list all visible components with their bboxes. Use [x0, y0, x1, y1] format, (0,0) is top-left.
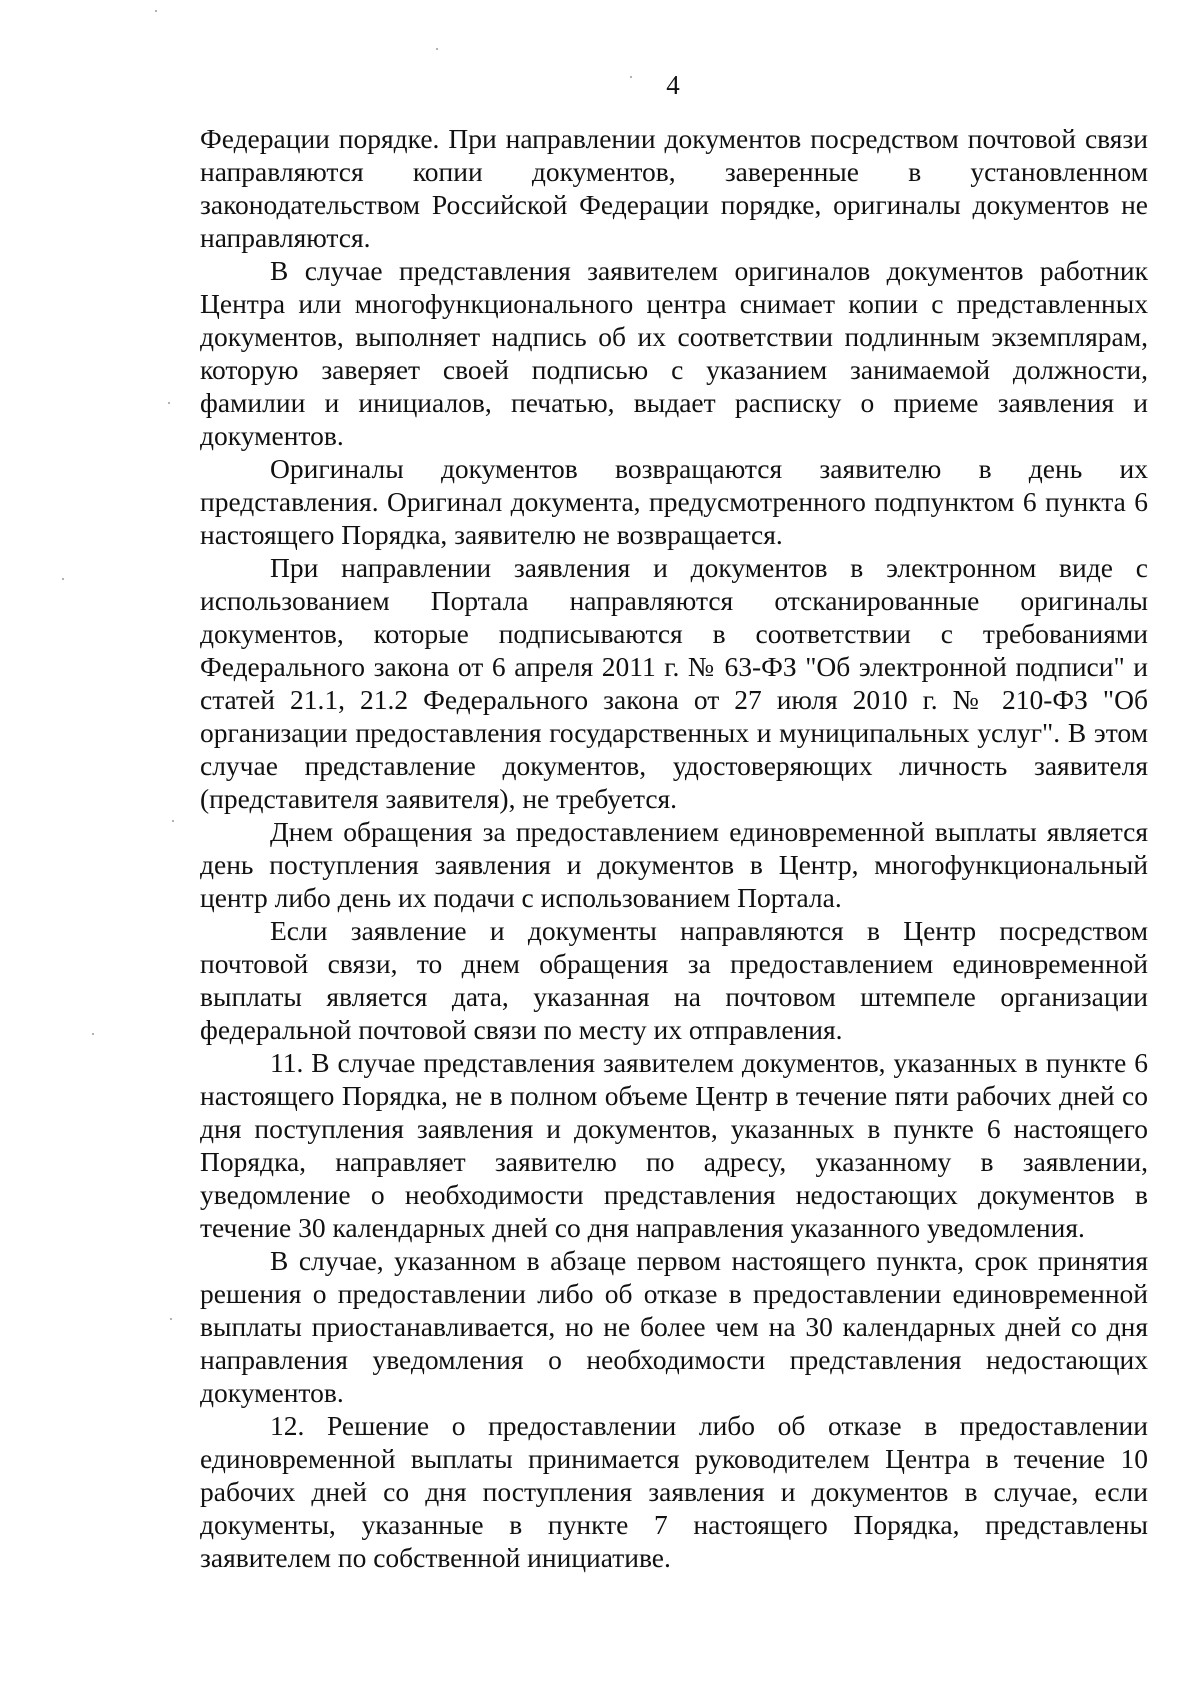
document-body — [200, 122, 1148, 1574]
paragraph-electronic-submission: При направлении заявления и документов в электронном виде с использованием Портала направляются отсканированные оригиналы документов, которые подписываются в соответствии с требованиями Федерального закона от 6 апреля 2011 г. № 63-ФЗ "Об электронной подписи" и статей 21.1, 21.2 Федерального закона от 27 июля 2010 г. № 210-ФЗ "Об организации предоставления государственных и муниципальных услуг". В этом случае представление документов, удостоверяющих личность заявителя (представителя заявителя), не требуется. — [200, 552, 1148, 814]
scan-speck — [170, 1318, 172, 1320]
paragraph-postal-submission: Если заявление и документы направляются в Центр посредством почтовой связи, то днем обращения за предоставлением единовременной выплаты является дата, указанная на почтовом штемпеле организации федеральной почтовой связи по месту их отправления. — [200, 915, 1148, 1045]
scan-speck — [436, 48, 438, 50]
paragraph-item-11: 11. В случае представления заявителем документов, указанных в пункте 6 настоящего Порядка, не в полном объеме Центр в течение пяти рабочих дней со дня поступления заявления и документов, указанных в пункте 6 настоящего Порядка, направляет заявителю по адресу, указанному в заявлении, уведомление о необходимости представления недостающих документов в течение 30 календарных дней со дня направления указанного уведомления. — [200, 1047, 1148, 1243]
paragraph-continuation: Федерации порядке. При направлении документов посредством почтовой связи направляются копии документов, заверенные в установленном законодательством Российской Федерации порядке, оригиналы документов не направляются. — [200, 123, 1148, 253]
page-number: 4 — [666, 70, 680, 100]
paragraph-originals-returned: Оригиналы документов возвращаются заявителю в день их представления. Оригинал документа, предусмотренного подпунктом 6 пункта 6 настоящего Порядка, заявителю не возвращается. — [200, 453, 1148, 550]
paragraph-date-of-application: Днем обращения за предоставлением единовременной выплаты является день поступления заявления и документов в Центр, многофункциональный центр либо день их подачи с использованием Портала. — [200, 816, 1148, 913]
scan-speck — [62, 578, 64, 580]
scan-speck — [155, 10, 157, 12]
paragraph-original-documents-copies: В случае представления заявителем оригиналов документов работник Центра или многофункционального центра снимает копии с представленных документов, выполняет надпись об их соответствии подлинным экземплярам, которую заверяет своей подписью с указанием занимаемой должности, фамилии и инициалов, печатью, выдает расписку о приеме заявления и документов. — [200, 255, 1148, 451]
paragraph-item-12: 12. Решение о предоставлении либо об отказе в предоставлении единовременной выплаты принимается руководителем Центра в течение 10 рабочих дней со дня поступления заявления и документов в случае, если документы, указанные в пункте 7 настоящего Порядка, представлены заявителем по собственной инициативе. — [200, 1410, 1148, 1573]
scan-speck — [168, 402, 170, 404]
paragraph-item-11-suspension: В случае, указанном в абзаце первом настоящего пункта, срок принятия решения о предоставлении либо об отказе в предоставлении единовременной выплаты приостанавливается, но не более чем на 30 календарных дней со дня направления уведомления о необходимости представления недостающих документов. — [200, 1245, 1148, 1408]
scan-speck — [172, 820, 174, 822]
scan-speck — [92, 1033, 94, 1035]
scan-speck — [630, 76, 632, 78]
